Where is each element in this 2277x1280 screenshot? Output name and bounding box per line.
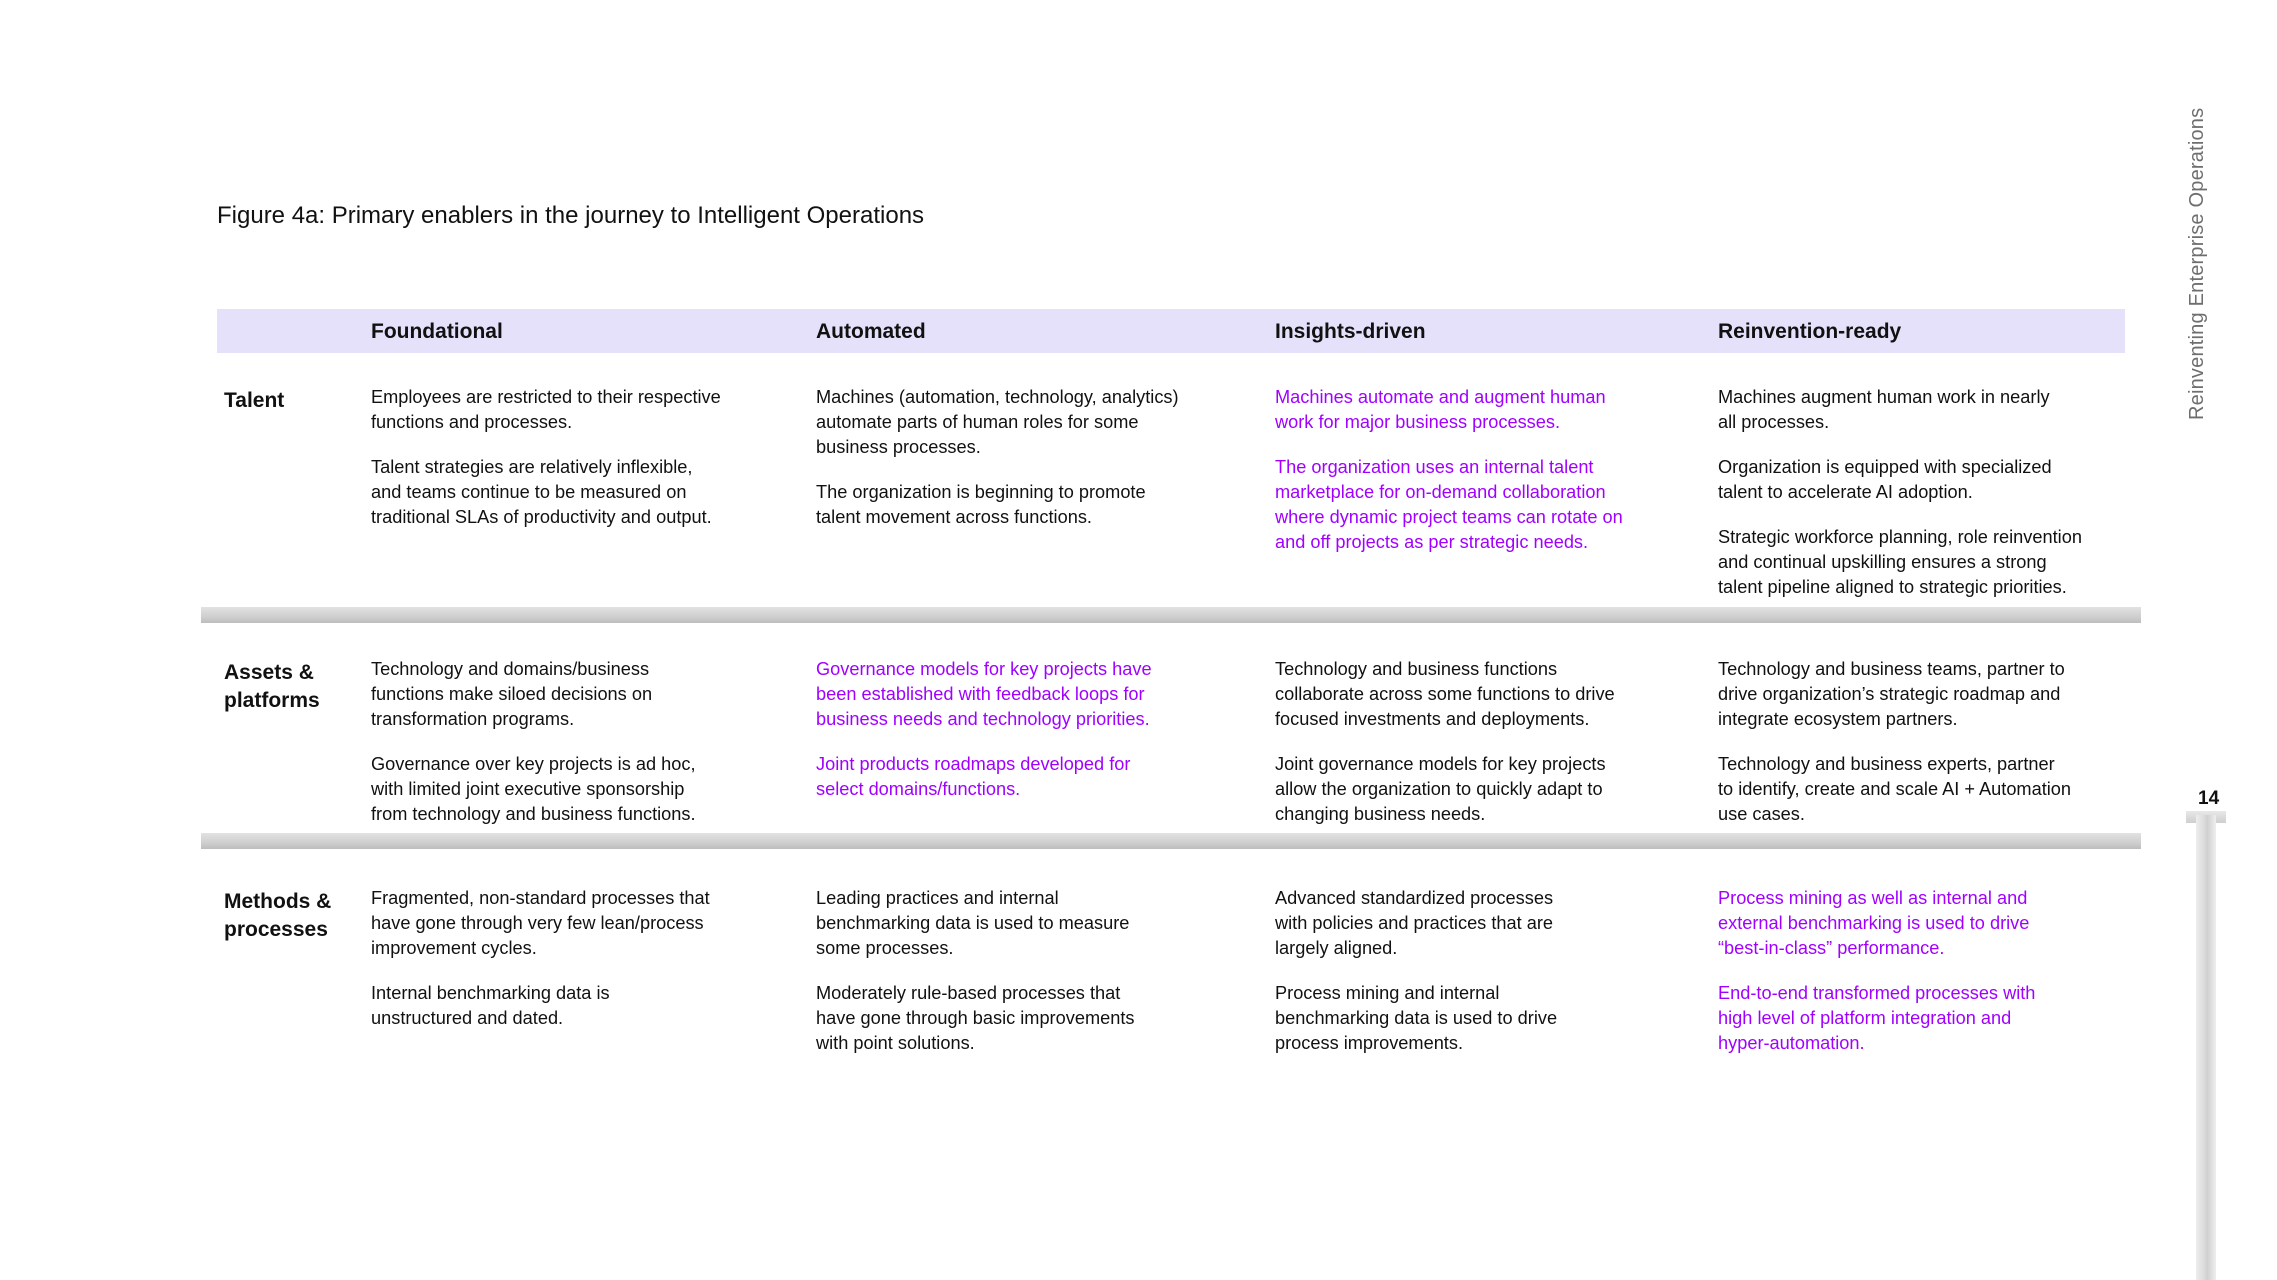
- cell-paragraph: Technology and business experts, partner to identify, create and scale AI + Automation use cases.: [1718, 754, 2072, 824]
- cell-paragraph: Governance models for key projects have been established with feedback loops for business needs and technology priorities.: [816, 659, 1152, 729]
- table-cell: [371, 886, 771, 1051]
- cell-paragraph: Joint governance models for key projects allow the organization to quickly adapt to changing business needs.: [1275, 754, 1606, 824]
- cell-paragraph: The organization is beginning to promote talent movement across functions.: [816, 482, 1146, 527]
- cell-paragraph: Process mining as well as internal and external benchmarking is used to drive “best-in-class” performance.: [1718, 888, 2030, 958]
- table-cell: [1718, 886, 2118, 1076]
- table-cell: [371, 657, 771, 847]
- table-row-methods-processes: [217, 886, 2125, 1066]
- table-cell: [1275, 886, 1675, 1076]
- cell-paragraph: Process mining and internal benchmarking data is used to drive process improvements.: [1275, 983, 1558, 1053]
- table-header-row: [217, 309, 2125, 353]
- cell-paragraph: Internal benchmarking data is unstructured and dated.: [371, 983, 610, 1028]
- side-section-label-text: Reinventing Enterprise Operations: [2186, 107, 2208, 420]
- cell-paragraph: Organization is equipped with specialized talent to accelerate AI adoption.: [1718, 457, 2052, 502]
- side-section-label: [2180, 100, 2220, 420]
- table-cell: [816, 385, 1216, 550]
- cell-paragraph: Machines augment human work in nearly all processes.: [1718, 387, 2050, 432]
- table-cell: [1275, 385, 1675, 575]
- table-cell: [1718, 385, 2118, 620]
- page-number: 14: [2198, 788, 2220, 809]
- table-cell: [1275, 657, 1675, 847]
- cell-paragraph: Technology and business functions collaborate across some functions to drive focused investments and deployments.: [1275, 659, 1615, 729]
- row-label-methods-processes: Methods & processes: [224, 890, 332, 941]
- cell-paragraph: Moderately rule-based processes that have gone through basic improvements with point solutions.: [816, 983, 1135, 1053]
- cell-paragraph: Talent strategies are relatively inflexible, and teams continue to be measured on traditional SLAs of productivity and output.: [371, 457, 712, 527]
- cell-paragraph: End-to-end transformed processes with high level of platform integration and hyper-automation.: [1718, 983, 2036, 1053]
- enablers-table: [217, 309, 2125, 1053]
- cell-paragraph: Strategic workforce planning, role reinvention and continual upskilling ensures a strong talent pipeline aligned to strategic priorities.: [1718, 527, 2082, 597]
- table-cell: [1718, 657, 2118, 847]
- cell-paragraph: Fragmented, non-standard processes that have gone through very few lean/process improvement cycles.: [371, 888, 710, 958]
- table-cell: [371, 385, 771, 550]
- column-header-foundational: Foundational: [371, 320, 503, 343]
- row-label-assets-platforms: Assets & platforms: [224, 661, 320, 712]
- cell-paragraph: Machines automate and augment human work for major business processes.: [1275, 387, 1606, 432]
- cell-paragraph: Machines (automation, technology, analytics) automate parts of human roles for some business processes.: [816, 387, 1179, 457]
- row-divider: [201, 607, 2141, 623]
- cell-paragraph: Technology and domains/business functions make siloed decisions on transformation programs.: [371, 659, 653, 729]
- column-header-insights-driven: Insights-driven: [1275, 320, 1426, 343]
- cell-paragraph: Technology and business teams, partner to drive organization’s strategic roadmap and integrate ecosystem partners.: [1718, 659, 2065, 729]
- cell-paragraph: Advanced standardized processes with policies and practices that are largely aligned.: [1275, 888, 1554, 958]
- table-cell: [816, 657, 1216, 822]
- figure-title: Figure 4a: Primary enablers in the journey to Intelligent Operations: [217, 202, 925, 229]
- table-row-assets-platforms: [217, 657, 2125, 837]
- table-cell: [816, 886, 1216, 1076]
- table-row-talent: [217, 385, 2125, 597]
- column-header-reinvention-ready: Reinvention-ready: [1718, 320, 1902, 343]
- cell-paragraph: Joint products roadmaps developed for select domains/functions.: [816, 754, 1131, 799]
- row-label-talent: Talent: [224, 389, 285, 412]
- cell-paragraph: Employees are restricted to their respective functions and processes.: [371, 387, 721, 432]
- row-divider: [201, 833, 2141, 849]
- cell-paragraph: The organization uses an internal talent marketplace for on-demand collaboration where dynamic project teams can rotate on and off projects as per strategic needs.: [1275, 457, 1623, 552]
- cell-paragraph: Leading practices and internal benchmarking data is used to measure some processes.: [816, 888, 1130, 958]
- page-scroll-indicator: [2196, 815, 2216, 1280]
- cell-paragraph: Governance over key projects is ad hoc, with limited joint executive sponsorship from technology and business functions.: [371, 754, 696, 824]
- column-header-automated: Automated: [816, 320, 926, 343]
